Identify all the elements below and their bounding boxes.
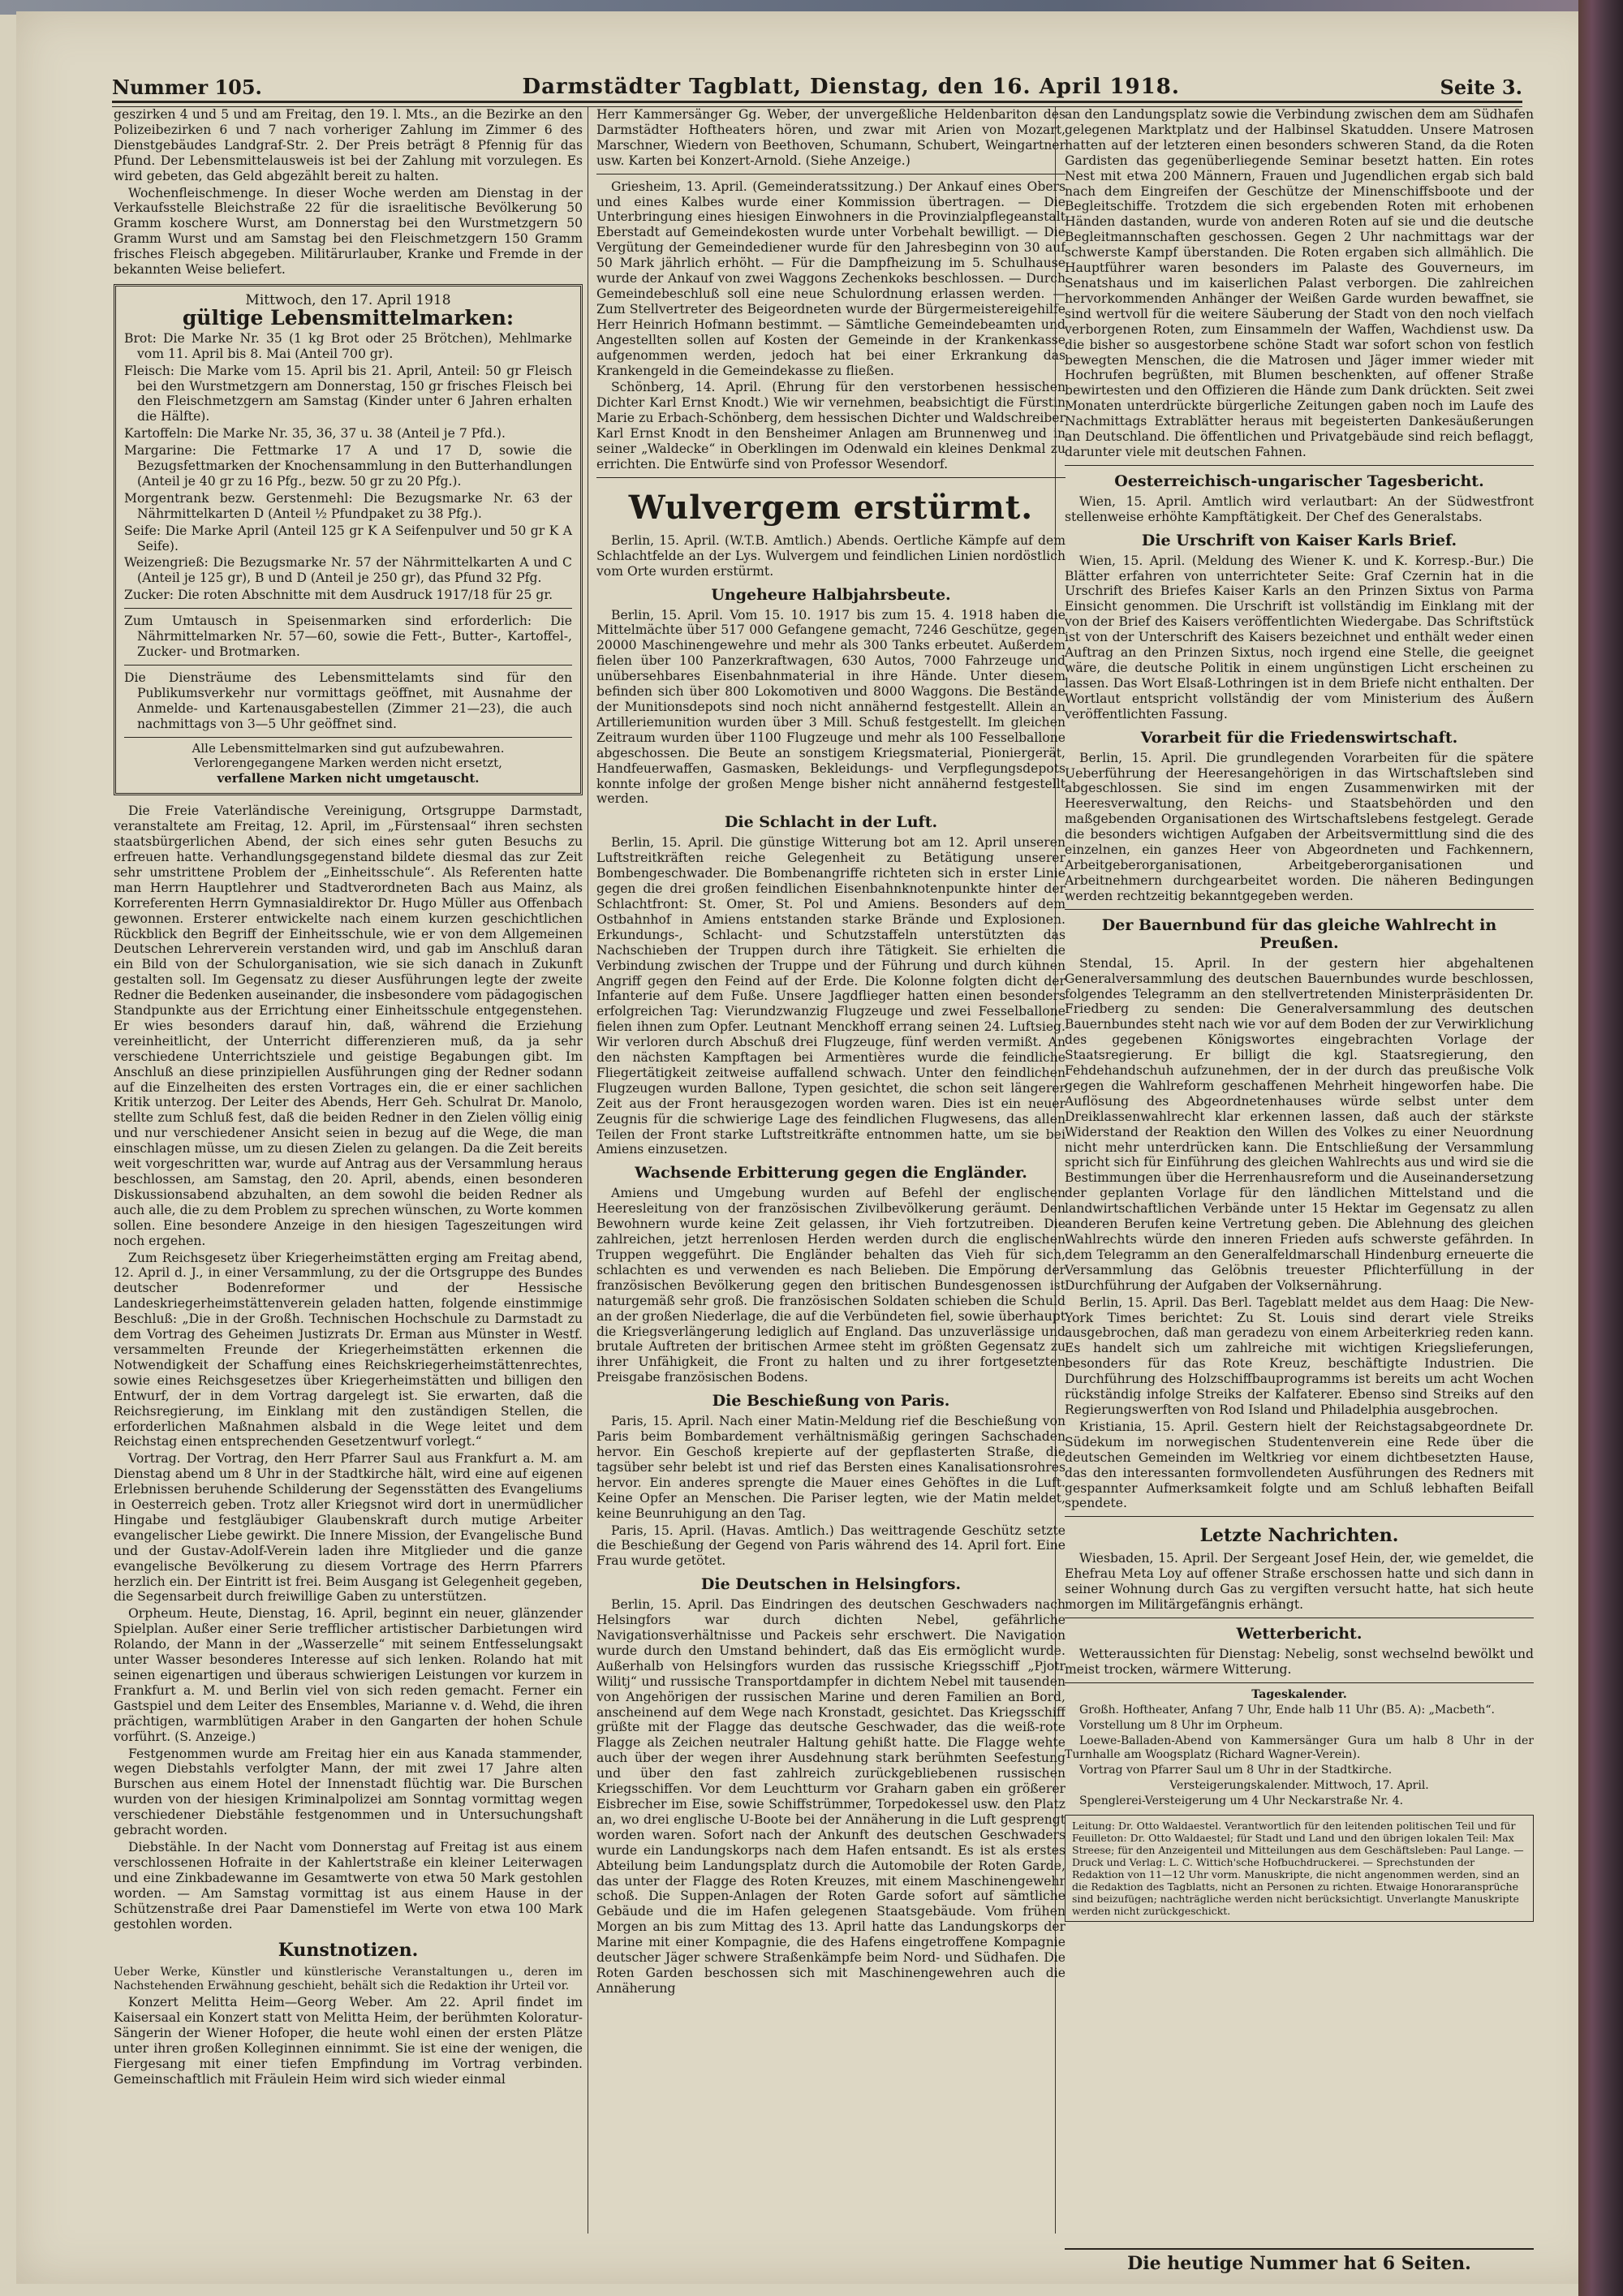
section-heading: Die Beschießung von Paris.: [712, 1392, 950, 1411]
stamp-item: Kartoffeln: Die Marke Nr. 35, 36, 37 u. 38 (Anteil je 7 Pfd.).: [124, 426, 506, 442]
article-text: Herr Kammersänger Gg. Weber, der unvergeßliche Heldenbariton des Darmstädter Hoftheaters hören, und zwar mit Arien von Mozart, Marschner, Wiedern von Beethoven, Schumann, Schubert, Weingartner usw. Karten bei Konzert-Arnold. (Siehe Anzeige.): [596, 107, 1065, 168]
box-date: Mittwoch, den 17. April 1918: [245, 291, 451, 308]
issue-number: Nummer 105.: [112, 75, 262, 99]
impressum: Leitung: Dr. Otto Waldaestel. Verantwortlich für den leitenden politischen Teil und für Feuilleton: Dr. Otto Waldaestel; für Stadt und Land und den übrigen lokalen Teil: Max Streese; für den Anzeigenteil und Mitteilungen aus dem Geschäftsleben: Paul Lange. — Druck und Verlag: L. C. Wittich'sche Hofbuchdruckerei. — Sprechstunden der Redaktion von 11—12 Uhr vorm. Manuskripte, die nicht angenommen werden, sind an die Redaktion des Tagblatts, nicht an Personen zu richten. Etwaige Honoraransprüche sind beizufügen; nachträgliche werden nicht berücksichtigt. Unverlangte Manuskripte werden nicht zurückgeschickt.: [1065, 1815, 1534, 1922]
divider: [1065, 1682, 1534, 1683]
section-note: Ueber Werke, Künstler und künstlerische Veranstaltungen u., deren im Nachstehenden Erwähnung geschieht, behält sich die Redaktion ihr Urteil vor.: [114, 1966, 583, 1993]
article-text: Wetteraussichten für Dienstag: Nebelig, sonst wechselnd bewölkt und meist trocken, wärmere Witterung.: [1065, 1646, 1534, 1677]
section-heading: Vorarbeit für die Friedenswirtschaft.: [1140, 728, 1458, 747]
divider: [1065, 465, 1534, 466]
article-text: Orpheum. Heute, Dienstag, 16. April, beginnt ein neuer, glänzender Spielplan. Außer einer Serie trefflicher artistischer Darbietungen wird Rolando, der Mann in der „Wasserzelle“ mit seinem Entfesselungsakt unter Wasser besonderes Interesse auf sich lenken. Rolando hat mit seinen eigenartigen und überaus schwierigen Leistungen vor kurzem in Frankfurt a. M. und Berlin viel von sich reden gemacht. Ferner ein Gastspiel und dem Leiter des Ensembles, Marianne v. d. Wehd, die ihren prächtigen, warmblütigen Araber in den Gangarten der hohen Schule vorführt. (S. Anzeige.): [114, 1606, 583, 1744]
column-1: [114, 107, 583, 2225]
food-stamps-box: [114, 284, 583, 795]
calendar-item: Versteigerungskalender. Mittwoch, 17. April.: [1169, 1778, 1429, 1792]
article-text: Berlin, 15. April. Vom 15. 10. 1917 bis zum 15. 4. 1918 haben die Mittelmächte über 517 000 Gefangene gemacht, 7246 Geschütze, gegen 20000 Maschinengewehre und mehr als 300 Tanks erbeutet. Außerdem fielen über 100 Panzerkraftwagen, 630 Autos, 7000 Fahrzeuge und unübersehbares Eisenbahnmaterial in ihre Hände. Unter diesem befinden sich über 800 Lokomotiven und 8000 Waggons. Die Bestände der Munitionsdepots sind noch nicht annähernd festgestellt. Allein an Artilleriemunition wurden über 3 Mill. Schuß festgestellt. Im gleichen Zeitraum wurden über 1100 Flugzeuge und mehr als 100 Fesselballone abgeschossen. Die Beute an sonstigem Kriegsmaterial, Pioniergerät, Handfeuerwaffen, Gasmasken, Bekleidungs- und Verpflegungsdepots konnte infolge der großen Menge bisher nicht annähernd festgestellt werden.: [596, 607, 1065, 807]
article-text: Wien, 15. April. (Meldung des Wiener K. und K. Korresp.-Bur.) Die Blätter erfahren von unterrichteter Seite: Graf Czernin hat in die Urschrift des Briefes Kaiser Karls an den Prinzen Sixtus von Parma Einsicht genommen. Die Urschrift ist vollständig im Einklang mit der von der Brief des Kaisers veröffentlichten Wiedergabe. Das Schriftstück ist von der Unterschrift des Kaisers bezeichnet und enthält weder einen Auftrag an den Prinzen Sixtus, noch irgend eine Stelle, die geeignet wäre, die deutsche Politik in einem ungünstigen Licht erscheinen zu lassen. Das Wort Elsaß-Lothringen ist in dem Briefe nicht enthalten. Der Wortlaut entspricht vollständig der vom Ministerium des Äußern veröffentlichten Fassung.: [1065, 553, 1534, 722]
divider: [1065, 909, 1534, 910]
box-note: [124, 737, 572, 787]
article-text: Berlin, 15. April. Die günstige Witterung bot am 12. April unseren Luftstreitkräften reiche Gelegenheit zu Betätigung unserer Bombengeschwader. Die Bombenangriffe richteten sich in erster Linie gegen die drei großen feindlichen Eisenbahnknotenpunkte hinter der Schlachtfront: St. Omer, St. Pol und Amiens. Besonders auf dem Ostbahnhof in Amiens entstanden starke Brände und Explosionen. Erkundungs-, Schlacht- und Schutzstaffeln unterstützten das Nachschieben der Truppen durch ihre Tätigkeit. Sie erhielten die Verbindung zwischen der Truppe und der Führung und durch kühnen Angriff gegen den Feind auf der Erde. Die Kolonne folgten dicht der Infanterie auf dem Fuße. Unsere Jagdflieger hatten einen besonders erfolgreichen Tag: Vierundzwanzig Flugzeuge und zwei Fesselballone fielen ihnen zum Opfer. Leutnant Menckhoff errang seinen 24. Luftsieg. Wir verloren durch Abschuß drei Flugzeuge, fünf werden vermißt. An den nächsten Kampftagen bei Armentières wurde die feindliche Fliegertätigkeit zeitweise auffallend schwach. Unter den feindlichen Flugzeugen wurden Ballone, Typen gesichtet, die schon seit längerer Zeit aus der Front herausgezogen worden waren. Dies ist ein neuer Zeugnis für die schwierige Lage des feindlichen Flugwesens, das allen Teilen der Front starke Luftstreitkräfte entnommen hatte, um sie bei Amiens einzusetzen.: [596, 835, 1065, 1157]
stamp-item: Brot: Die Marke Nr. 35 (1 kg Brot oder 25 Brötchen), Mehlmarke vom 11. April bis 8. Mai (Anteil 700 gr).: [124, 330, 572, 361]
section-heading: Ungeheure Halbjahrsbeute.: [711, 585, 951, 604]
note-line: Verlorengegangene Marken werden nicht ersetzt,: [194, 756, 502, 771]
article-text: Berlin, 15. April. Die grundlegenden Vorarbeiten für die spätere Ueberführung der Heeresangehörigen in das Wirtschaftsleben sind abgeschlossen. Sie sind im engen Zusammenwirken mit der Heeresverwaltung, den Reichs- und Staatsbehörden und den maßgebenden Organisationen des Wirtschaftslebens festgelegt. Gerade die besonders wichtigen Aufgaben der Arbeitsvermittlung sind die des einzelnen, ein ganzes Heer von Abgeordneten und Fachkennern, Arbeitgeberorganisationen, Arbeitgeberorganisationen und Arbeitnehmern durchgearbeitet worden. Die näheren Bedingungen werden rechtzeitig bekanntgegeben werden.: [1065, 750, 1534, 903]
calendar-item: Loewe-Balladen-Abend von Kammersänger Gura um halb 8 Uhr in der Turnhalle am Woogsplatz (Richard Wagner-Verein).: [1065, 1734, 1534, 1761]
article-text: Schönberg, 14. April. (Ehrung für den verstorbenen hessischen Dichter Karl Ernst Knodt.) Wie wir vernehmen, beabsichtigt die Fürstin Marie zu Erbach-Schönberg, dem hessischen Dichter und Waldschreiber Karl Ernst Knodt in den Bensheimer Anlagen am Brunnenweg und in seiner „Waldecke“ in Oberklingen im Odenwald ein kleines Denkmal zu errichten. Die Entwürfe sind von Professor Wesendorf.: [596, 380, 1065, 472]
calendar-item: Spenglerei-Versteigerung um 4 Uhr Neckarstraße Nr. 4.: [1079, 1794, 1404, 1807]
article-text: Berlin, 15. April. Das Berl. Tageblatt meldet aus dem Haag: Die New-York Times berichtet: Zu St. Louis sind derart viele Streiks ausgebrochen, daß man geradezu von einem Arbeiterkrieg reden kann. Es handelt sich um zahlreiche mit wichtigen Kriegslieferungen, besonders für das Rote Kreuz, beschäftigte Industrien. Die Durchführung des Holzschiffbauprogramms ist bereits um acht Wochen rückständig infolge Streiks der Kalfaterer. Ebenso sind Streiks auf den Regierungswerften von Rod Island und Philadelphia ausgebrochen.: [1065, 1294, 1534, 1417]
calendar-item: Großh. Hoftheater, Anfang 7 Uhr, Ende halb 11 Uhr (B5. A): „Macbeth“.: [1079, 1703, 1495, 1717]
article-text: Griesheim, 13. April. (Gemeinderatssitzung.) Der Ankauf eines Obers und eines Kalbes wurde einer Kommission übertragen. — Die Unterbringung eines hiesigen Einwohners in die Provinzialpflegeanstalt Eberstadt auf Gemeindekosten wurde unter Vorbehalt bewilligt. — Die Vergütung der Gemeindediener wurde für den Jahresbeginn von 30 auf 50 Mark jährlich erhöht. — Für die Dampfheizung im 5. Schulhause wurde der Ankauf von zwei Waggons Zechenkoks beschlossen. — Durch Gemeindebeschluß soll eine neue Schulordnung erlassen werden. — Zum Stellvertreter des Beigeordneten wurde der Bürgermeistereigehilfe Herr Heinrich Hofmann bestimmt. — Sämtliche Gemeindebeamten und Angestellten sollen auf Kosten der Gemeinde in der Krankenkasse aufgenommen werden, jedoch hat bei einer Erkrankung das Krankengeld in die Gemeindekasse zu fließen.: [596, 179, 1065, 378]
column-3: [1065, 107, 1534, 2225]
book-spine: [1578, 0, 1623, 2296]
article-text: Festgenommen wurde am Freitag hier ein aus Kanada stammender, wegen Diebstahls verfolgter Mann, der mit zwei 17 Jahre alten Burschen aus einem Hotel der Innenstadt flüchtig war. Die Burschen wurden von der hiesigen Kriminalpolizei am Sonntag vormittag wegen verschiedener Diebstähle festgenommen und in Untersuchungshaft gebracht worden.: [114, 1746, 583, 1838]
article-text: Die Freie Vaterländische Vereinigung, Ortsgruppe Darmstadt, veranstaltete am Freitag, 12. April, im „Fürstensaal“ ihren sechsten staatsbürgerlichen Abend, der sich eines sehr guten Besuchs zu erfreuen hatte. Verhandlungsgegenstand bildete diesmal das zur Zeit sehr umstrittene Problem der „Einheitsschule“. Als Referenten hatte man Herrn Hauptlehrer und Stadtverordneten Bach aus Mainz, als Korreferenten Herrn Gymnasialdirektor Dr. Hugo Müller aus Offenbach gewonnen. Ersterer entwickelte nach einem kurzen geschichtlichen Rückblick den Begriff der Einheitsschule, wie er von dem Allgemeinen Deutschen Lehrerverein verstanden wird, und gab im Anschluß daran ein Bild von der Schulorganisation, wie sie sich danach in Zukunft gestalten soll. Im Gegensatz zu dieser Ausführungen legte der zweite Redner die Bedenken auseinander, die insbesondere vom pädagogischen Standpunkte aus der Errichtung einer Einheitsschule entgegenstehen. Er wies besonders darauf hin, daß, während die Erziehung vereinheitlicht, der Unterricht differenzieren muß, da ja sehr verschiedene Unterrichtsziele und geistige Begabungen gibt. Im Anschluß an diese prinzipiellen Ausführungen ging der Redner sodann auf die Einzelheiten des ersten Vortrages ein, die er einer sachlichen Kritik unterzog. Der Leiter des Abends, Herr Geh. Schulrat Dr. Manolo, stellte zum Schluß fest, daß die beiden Redner in den Zielen völlig einig und nur verschiedener Ansicht seien in bezug auf die Wege, die man einschlagen müsse, um zu diesen Zielen zu gelangen. Da die Zeit bereits weit vorgeschritten war, wurde auf Antrag aus der Versammlung heraus beschlossen, am Samstag, den 20. April, abends, einen besonderen Diskussionsabend abzuhalten, an dem sowohl die beiden Redner als auch alle, die zu dem Problem zu sprechen wünschen, zu Worte kommen sollen. Eine besondere Anzeige in den hiesigen Tageszeitungen wird noch ergehen.: [114, 803, 583, 1248]
note-line: Alle Lebensmittelmarken sind gut aufzubewahren.: [192, 740, 505, 756]
section-heading: Der Bauernbund für das gleiche Wahlrecht in Preußen.: [1101, 915, 1497, 952]
stamp-item: Fleisch: Die Marke vom 15. April bis 21. April, Anteil: 50 gr Fleisch bei den Wurstmetzgern am Donnerstag, 150 gr frisches Fleisch bei den Fleischmetzgern am Samstag (Kinder unter 6 Jahren erhalten die Hälfte).: [124, 363, 572, 424]
divider: [124, 608, 572, 609]
divider: [596, 477, 1065, 478]
divider: [1065, 1516, 1534, 1517]
calendar-title: Tageskalender.: [1251, 1687, 1347, 1701]
article-text: an den Landungsplatz sowie die Verbindung zwischen dem am Südhafen gelegenen Marktplatz und der Halbinsel Skatudden. Unsere Matrosen hatten auf der letzteren einen besonders schweren Stand, da die Roten Gardisten das gegenüberliegende Seminar besetzt hatten. Ein rotes Nest mit etwa 200 Männern, Frauen und Jugendlichen ergab sich bald nach dem Eingreifen der Geschütze der Minenschiffsboote und der Begleitschiffe. Trotzdem die sich ergebenden Roten mit erhobenen Händen dastanden, wurde von anderen Roten auf sie und die deutsche Begleitmannschaften geschossen. Gegen 2 Uhr nachmittags war der schwerste Kampf überstanden. Die Roten ergaben sich allmählich. Die Hauptführer waren besonders im Palaste des Gouverneurs, im Senatshaus und im kaiserlichen Palast verborgen. Die zahlreichen hervorkommenden Anhänger der Weißen Garde wurden bewaffnet, sie sind wertvoll für die weitere Säuberung der Stadt von den noch vielfach verborgenen Roten, zum Einsammeln der Waffen, Wachdienst usw. Da die bisher so ausgestorbene schöne Stadt war sofort schon von festlich bewegten Menschen, die die Matrosen und Jäger immer wieder mit Hochrufen begrüßten, mit Blumen beschenkten, auf offener Straße bewirtesten und den Offizieren die Hände zum Dank drückten. Seit zwei Monaten unterdrückte bürgerliche Zeitungen gaben noch im Laufe des Nachmittags Extrablätter heraus mit begeisterten Dankesäußerungen an Deutschland. Die öffentlichen und Privatgebäude sind reich beflaggt, darunter viele mit deutschen Fahnen.: [1065, 107, 1534, 459]
section-heading: Letzte Nachrichten.: [1199, 1525, 1399, 1547]
page-number: Seite 3.: [1440, 75, 1522, 99]
article-text: Vortrag. Der Vortrag, den Herr Pfarrer Saul aus Frankfurt a. M. am Dienstag abend um 8 Uhr in der Stadtkirche hält, wird eine auf eigenen Erlebnissen beruhende Schilderung der Segensstätten des Evangeliums in Oesterreich geben. Trotz aller Kriegsnot wird dort in unermüdlicher Hingabe und festgläubiger Glaubenskraft durch mutige Arbeiter evangelischer Liebe gewirkt. Die Innere Mission, der Evangelische Bund und der Gustav-Adolf-Verein laden ihre Mitglieder und die ganze evangelische Bevölkerung zu diesem Vortrage des Herrn Pfarrers herzlich ein. Der Eintritt ist frei. Beim Ausgang ist Gelegenheit gegeben, die Segensarbeit durch freiwillige Gaben zu unterstützen.: [114, 1451, 583, 1605]
article-text: Paris, 15. April. (Havas. Amtlich.) Das weittragende Geschütz setzte die Beschießung der Gegend von Paris während des 14. April fort. Eine Frau wurde getötet.: [596, 1523, 1065, 1569]
article-text: Amiens und Umgebung wurden auf Befehl der englischen Heeresleitung von der französischen Zivilbevölkerung geräumt. Den Bewohnern wurde keine Zeit gelassen, ihr Vieh fortzutreiben. Die zahlreichen, jetzt herrenlosen Herden werden durch die englischen Truppen weggeführt. Die Engländer behalten das Vieh für sich, schlachten es und verwenden es nach Belieben. Die Empörung der französischen Bevölkerung gegen den britischen Bundesgenossen ist naturgemäß sehr groß. Die französischen Soldaten schieben die Schuld an der großen Niederlage, die auf die Verbündeten fiel, sowie überhaupt die Kriegsverlängerung lediglich auf England. Das unzuverlässige und brutale Auftreten der britischen Armee steht im größten Gegensatz zu ihrer Unfähigkeit, die Front zu halten und zu ihrer fortgesetzten Preisgabe französischen Bodens.: [596, 1186, 1065, 1385]
section-heading: Kunstnotizen.: [278, 1940, 419, 1962]
divider: [124, 665, 572, 666]
stamp-item: Seife: Die Marke April (Anteil 125 gr K A Seifenpulver und 50 gr K A Seife).: [124, 523, 572, 554]
page-count-note: Die heutige Nummer hat 6 Seiten.: [1065, 2248, 1534, 2281]
box-title: gültige Lebensmittelmarken:: [182, 305, 514, 330]
stamp-item: Margarine: Die Fettmarke 17 A und 17 D, sowie die Bezugsfettmarken der Knochensammlung in den Butterhandlungen (Anteil je 40 gr zu 16 Pfg., bezw. 50 gr zu 20 Pfg.).: [124, 443, 572, 489]
article-text: Berlin, 15. April. Das Eindringen des deutschen Geschwaders nach Helsingfors war durch dichten Nebel, gefährliche Navigationsverhältnisse und Packeis sehr erschwert. Die Navigation wurde durch den Umstand behindert, daß das Eis ermöglicht wurde. Außerhalb von Helsingfors wurden das russische Kriegsschiff „Pjotr Wilitj“ und russische Transportdampfer in dichtem Nebel mit tausenden von Angehörigen der russischen Marine und deren Familien an Bord, anscheinend auf dem Wege nach Kronstadt, gesichtet. Das Kriegsschiff grüßte mit der Flagge das deutsche Geschwader, das die weiß-rote Flagge als Zeichen neutraler Haltung gehißt hatte. Die Flagge wehte auch über der wegen ihrer Ausdehnung stark berühmten Seefestung und über den fast zahlreich zurückgebliebenen russischen Kriegsschiffen. Vor dem Leuchtturm vor Graharn gaben ein größerer Eisbrecher im Eise, sowie Schiffstrümmer, Torpedokessel usw. den Platz an, wo drei englische U-Boote bei der Annäherung in die Luft gesprengt worden waren. Sofort nach der Ankunft des deutschen Geschwaders wurde ein Landungskorps nach dem Hafen entsandt. Es ist als erstes Abteilung beim Landungsplatz durch die Automobile der Roten Garde, das unter der Flagge des Roten Kreuzes, mit einem Maschinengewehr schoß. Die Suppen-Anlagen der Roten Garde sofort auf sämtliche Gebäude und die im Hafen gelegenen Staatsgebäude. Vom frühen Morgen an bis zum Mittag des 13. April hatte das Landungskorps der Marine mit einer Kompagnie, die des Hafens eingetroffene Kompagnie deutscher Jäger schwere Straßenkämpfe beim Nord- und Südhafen. Die Roten Garden beschossen sich mit Maschinengewehren auch die Annäherung: [596, 1597, 1065, 1996]
masthead: [112, 67, 1522, 99]
paper-title: Darmstädter Tagblatt, Dienstag, den 16. April 1918.: [522, 75, 1180, 99]
stamp-exchange: Zum Umtausch in Speisenmarken sind erforderlich: Die Nährmittelmarken Nr. 57—60, sowie die Fett-, Butter-, Kartoffel-, Zucker- und Brotmarken.: [124, 614, 572, 659]
stamp-item: Weizengrieß: Die Bezugsmarke Nr. 57 der Nährmittelkarten A und C (Anteil je 125 gr), B und D (Anteil je 250 gr), das Pfund 32 Pfg.: [124, 555, 572, 586]
column-2: [596, 107, 1065, 2225]
article-text: geszirken 4 und 5 und am Freitag, den 19. l. Mts., an die Bezirke an den Polizeibezirken 6 und 7 nach vorheriger Zahlung im Zimmer 6 des Dienstgebäudes Landgraf-Str. 2. Der Preis beträgt 8 Pfennig für das Pfund. Der Lebensmittelausweis ist bei der Zahlung mit vorzulegen. Es wird gebeten, das Geld abgezählt bereit zu halten.: [114, 107, 583, 183]
note-line: verfallene Marken nicht umgetauscht.: [217, 771, 480, 786]
article-text: Konzert Melitta Heim—Georg Weber. Am 22. April findet im Kaisersaal ein Konzert statt von Melitta Heim, der berühmten Koloratur-Sängerin der Wiener Hofoper, die heute wohl einen der ersten Plätze unter ihren großen Kolleginnen einnimmt. Sie ist eine der wenigen, die Fiergesang mit einer tiefen Empfindung im Vortrag verbinden. Gemeinschaftlich mit Fräulein Heim wird sich wieder einmal: [114, 1995, 583, 2087]
article-text: Wochenfleischmenge. In dieser Woche werden am Dienstag in der Verkaufsstelle Bleichstraße 22 für die israelitische Bevölkerung 50 Gramm koschere Wurst, am Donnerstag bei den Wurstmetzgern 50 Gramm Wurst und am Samstag bei den Fleischmetzgern 150 Gramm frisches Fleisch abgegeben. Militärurlauber, Kranke und Fremde in der bekannten Weise beliefert.: [114, 185, 583, 278]
article-text: Paris, 15. April. Nach einer Matin-Meldung rief die Beschießung von Paris beim Bombardement verhältnismäßig geringen Sachschaden hervor. Ein Geschoß krepierte auf der gepflasterten Straße, die tagsüber sehr belebt ist und rief das Bersten eines Kanalisationsrohres hervor. Ein anderes sprengte die Mauer eines Gehöftes in die Luft. Keine Opfer an Menschen. Die Pariser legten, wie der Matin meldet, keine Beunruhigung an den Tag.: [596, 1414, 1065, 1521]
headline: Wulvergem erstürmt.: [628, 488, 1034, 527]
article-text: Stendal, 15. April. In der gestern hier abgehaltenen Generalversammlung des deutschen Bauernbundes wurde beschlossen, folgendes Telegramm an den stellvertretenden Ministerpräsidenten Dr. Friedberg zu senden: Die Generalversammlung des deutschen Bauernbundes steht nach wie vor auf dem Boden der zur Verwirklichung des gegebenen Königswortes eingebrachten Vorlage der Staatsregierung. Er billigt die kgl. Staatsregierung, den Fehdehandschuh aufzunehmen, der in der durch das preußische Volk gegen die Wahlreform geschaffenen Mehrheit hingeworfen habe. Die Auflösung des Abgeordnetenhauses würde selbst unter dem Dreiklassenwahlrecht klar erkennen lassen, daß auch der stärkste Widerstand der Reaktion den Willen des Volkes zu einer Neuordnung nicht mehr unterdrücken kann. Die Entschließung der Versammlung spricht sich für Einführung des gleichen Wahlrechts aus und wird sie die Bestimmungen über die Herrenhausreform und die Auseinandersetzung der geplanten Vorlage für den ländlichen Mittelstand und die landwirtschaftlichen Verbände unter 15 Hektar im Gegensatz zu allen anderen Berufen keine Vertretung geben. Die Ablehnung des gleichen Wahlrechts würde den inneren Frieden aufs schwerste gefährden. In dem Telegramm an den Generalfeldmarschall Hindenburg erneuerte die Versammlung das Gelöbnis treuester Pflichterfüllung in der Durchführung der Aufgaben der Volksernährung.: [1065, 955, 1534, 1293]
masthead-rule: [112, 101, 1522, 107]
section-heading: Die Schlacht in der Luft.: [724, 813, 938, 832]
article-text: Wien, 15. April. Amtlich wird verlautbart: An der Südwestfront stellenweise erhöhte Kampftätigkeit. Der Chef des Generalstabs.: [1065, 493, 1534, 524]
article-text: Berlin, 15. April. (W.T.B. Amtlich.) Abends. Oertliche Kämpfe auf dem Schlachtfelde an der Lys. Wulvergem und feindlichen Linien nordöstlich vom Orte wurden erstürmt.: [596, 532, 1065, 579]
article-text: Zum Reichsgesetz über Kriegerheimstätten erging am Freitag abend, 12. April d. J., in einer Versammlung, zu der die Ortsgruppe des Bundes deutscher Bodenreformer und der Hessische Landeskriegerheimstättenverein geladen hatten, folgende einstimmige Beschluß: „Die in der Großh. Technischen Hochschule zu Darmstadt zu dem Vortrag des Geheimen Justizrats Dr. Erman aus Münster in Westf. versammelten Freunde der Kriegerheimstätten erkennen die Notwendigkeit der Schaffung eines Reichskriegerheimstättenrechtes, sowie eines Reichsgesetzes über Kriegerheimstätten und billigen den Entwurf, der in dem Vortrag dargelegt ist. Sie erwarten, daß die Reichsregierung, im Einklang mit den zuständigen Stellen, die erforderlichen Maßnahmen alsbald in die Wege leitet und dem Reichstag einen entsprechenden Gesetzentwurf vorlegt.“: [114, 1250, 583, 1450]
stamp-item: Morgentrank bezw. Gerstenmehl: Die Bezugsmarke Nr. 63 der Nährmittelkarten D (Anteil ½ Pfundpaket zu 38 Pfg.).: [124, 490, 572, 521]
article-text: Diebstähle. In der Nacht vom Donnerstag auf Freitag ist aus einem verschlossenen Hofraite in der Kahlertstraße ein kleiner Leiterwagen und eine Zinkbadewanne im Gesamtwerte von etwa 50 Mark gestohlen worden. — Am Samstag vormittag ist aus einem Hause in der Schützenstraße drei Paar Damenstiefel im Werte von etwa 100 Mark gestohlen worden.: [114, 1839, 583, 1932]
section-heading: Wachsende Erbitterung gegen die Engländer.: [635, 1164, 1027, 1182]
article-text: Wiesbaden, 15. April. Der Sergeant Josef Hein, der, wie gemeldet, die Ehefrau Meta Loy auf offener Straße erschossen hatte und sich dann in seiner Wohnung durch Gas zu vergiften versucht hatte, hat sich heute morgen im Militärgefängnis erhängt.: [1065, 1551, 1534, 1613]
calendar-item: Vortrag von Pfarrer Saul um 8 Uhr in der Stadtkirche.: [1079, 1763, 1393, 1777]
section-heading: Wetterbericht.: [1236, 1624, 1363, 1643]
section-heading: Die Urschrift von Kaiser Karls Brief.: [1141, 531, 1457, 549]
office-hours: Die Diensträume des Lebensmittelamts sind für den Publikumsverkehr nur vormittags geöffnet, mit Ausnahme der Anmelde- und Kartenausgabestellen (Zimmer 21—23), die auch nachmittags von 3—5 Uhr geöffnet sind.: [124, 670, 572, 731]
article-text: Kristiania, 15. April. Gestern hielt der Reichstagsabgeordnete Dr. Südekum im norwegischen Studentenverein eine Rede über die deutschen Gemeinden im Weltkrieg vor einem dichtbesetzten Hause, das den interessanten formvollendeten Ausführungen des Redners mit gespannter Aufmerksamkeit folgte und am Schluß lebhaften Beifall spendete.: [1065, 1419, 1534, 1511]
calendar-item: Vorstellung um 8 Uhr im Orpheum.: [1079, 1718, 1283, 1732]
section-heading: Oesterreichisch-ungarischer Tagesbericht.: [1114, 472, 1484, 490]
stamp-item: Zucker: Die roten Abschnitte mit dem Ausdruck 1917/18 für 25 gr.: [124, 588, 553, 603]
section-heading: Die Deutschen in Helsingfors.: [700, 1575, 962, 1594]
